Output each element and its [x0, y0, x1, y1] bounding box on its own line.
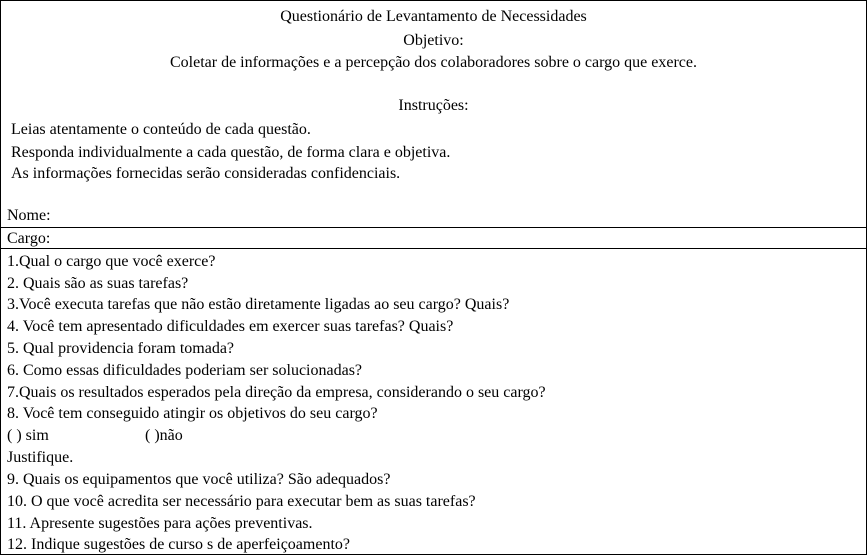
role-field-label: Cargo:	[7, 230, 51, 247]
instruction-item: Responda individualmente a cada questão, de forma clara e objetiva.	[11, 144, 451, 161]
objective-text: Coletar de informações e a percepção dos colaboradores sobre o cargo que exerce.	[169, 54, 697, 71]
justify-label: Justifique.	[7, 449, 74, 466]
option-yes-checkbox[interactable]: ( ) sim	[7, 427, 49, 444]
instructions-label: Instruções:	[398, 97, 469, 114]
question-item: 11. Apresente sugestões para ações preventivas.	[7, 515, 313, 532]
objective-label: Objetivo:	[403, 32, 464, 49]
name-field-label: Nome:	[7, 207, 51, 224]
form-title: Questionário de Levantamento de Necessidades	[280, 8, 587, 25]
option-no-checkbox[interactable]: ( )não	[145, 427, 183, 444]
instruction-item: As informações fornecidas serão consideradas confidenciais.	[11, 165, 401, 182]
question-item: 12. Indique sugestões de curso s de aperfeiçoamento?	[7, 536, 350, 553]
row-divider	[1, 248, 866, 249]
question-item: 2. Quais são as suas tarefas?	[7, 275, 189, 292]
question-item: 10. O que você acredita ser necessário para executar bem as suas tarefas?	[7, 493, 476, 510]
question-item: 5. Qual providencia foram tomada?	[7, 340, 235, 357]
form-header	[1, 1, 866, 227]
question-item: 7.Quais os resultados esperados pela direção da empresa, considerando o seu cargo?	[7, 384, 546, 401]
row-divider	[1, 227, 866, 228]
question-item: 8. Você tem conseguido atingir os objetivos do seu cargo?	[7, 405, 378, 422]
question-item: 1.Qual o cargo que você exerce?	[7, 253, 216, 270]
question-item: 3.Você executa tarefas que não estão diretamente ligadas ao seu cargo? Quais?	[7, 296, 510, 313]
question-item: 4. Você tem apresentado dificuldades em exercer suas tarefas? Quais?	[7, 318, 454, 335]
question-item: 9. Quais os equipamentos que você utiliza? São adequados?	[7, 471, 391, 488]
question-item: 6. Como essas dificuldades poderiam ser solucionadas?	[7, 362, 363, 379]
instruction-item: Leias atentamente o conteúdo de cada questão.	[11, 121, 311, 138]
